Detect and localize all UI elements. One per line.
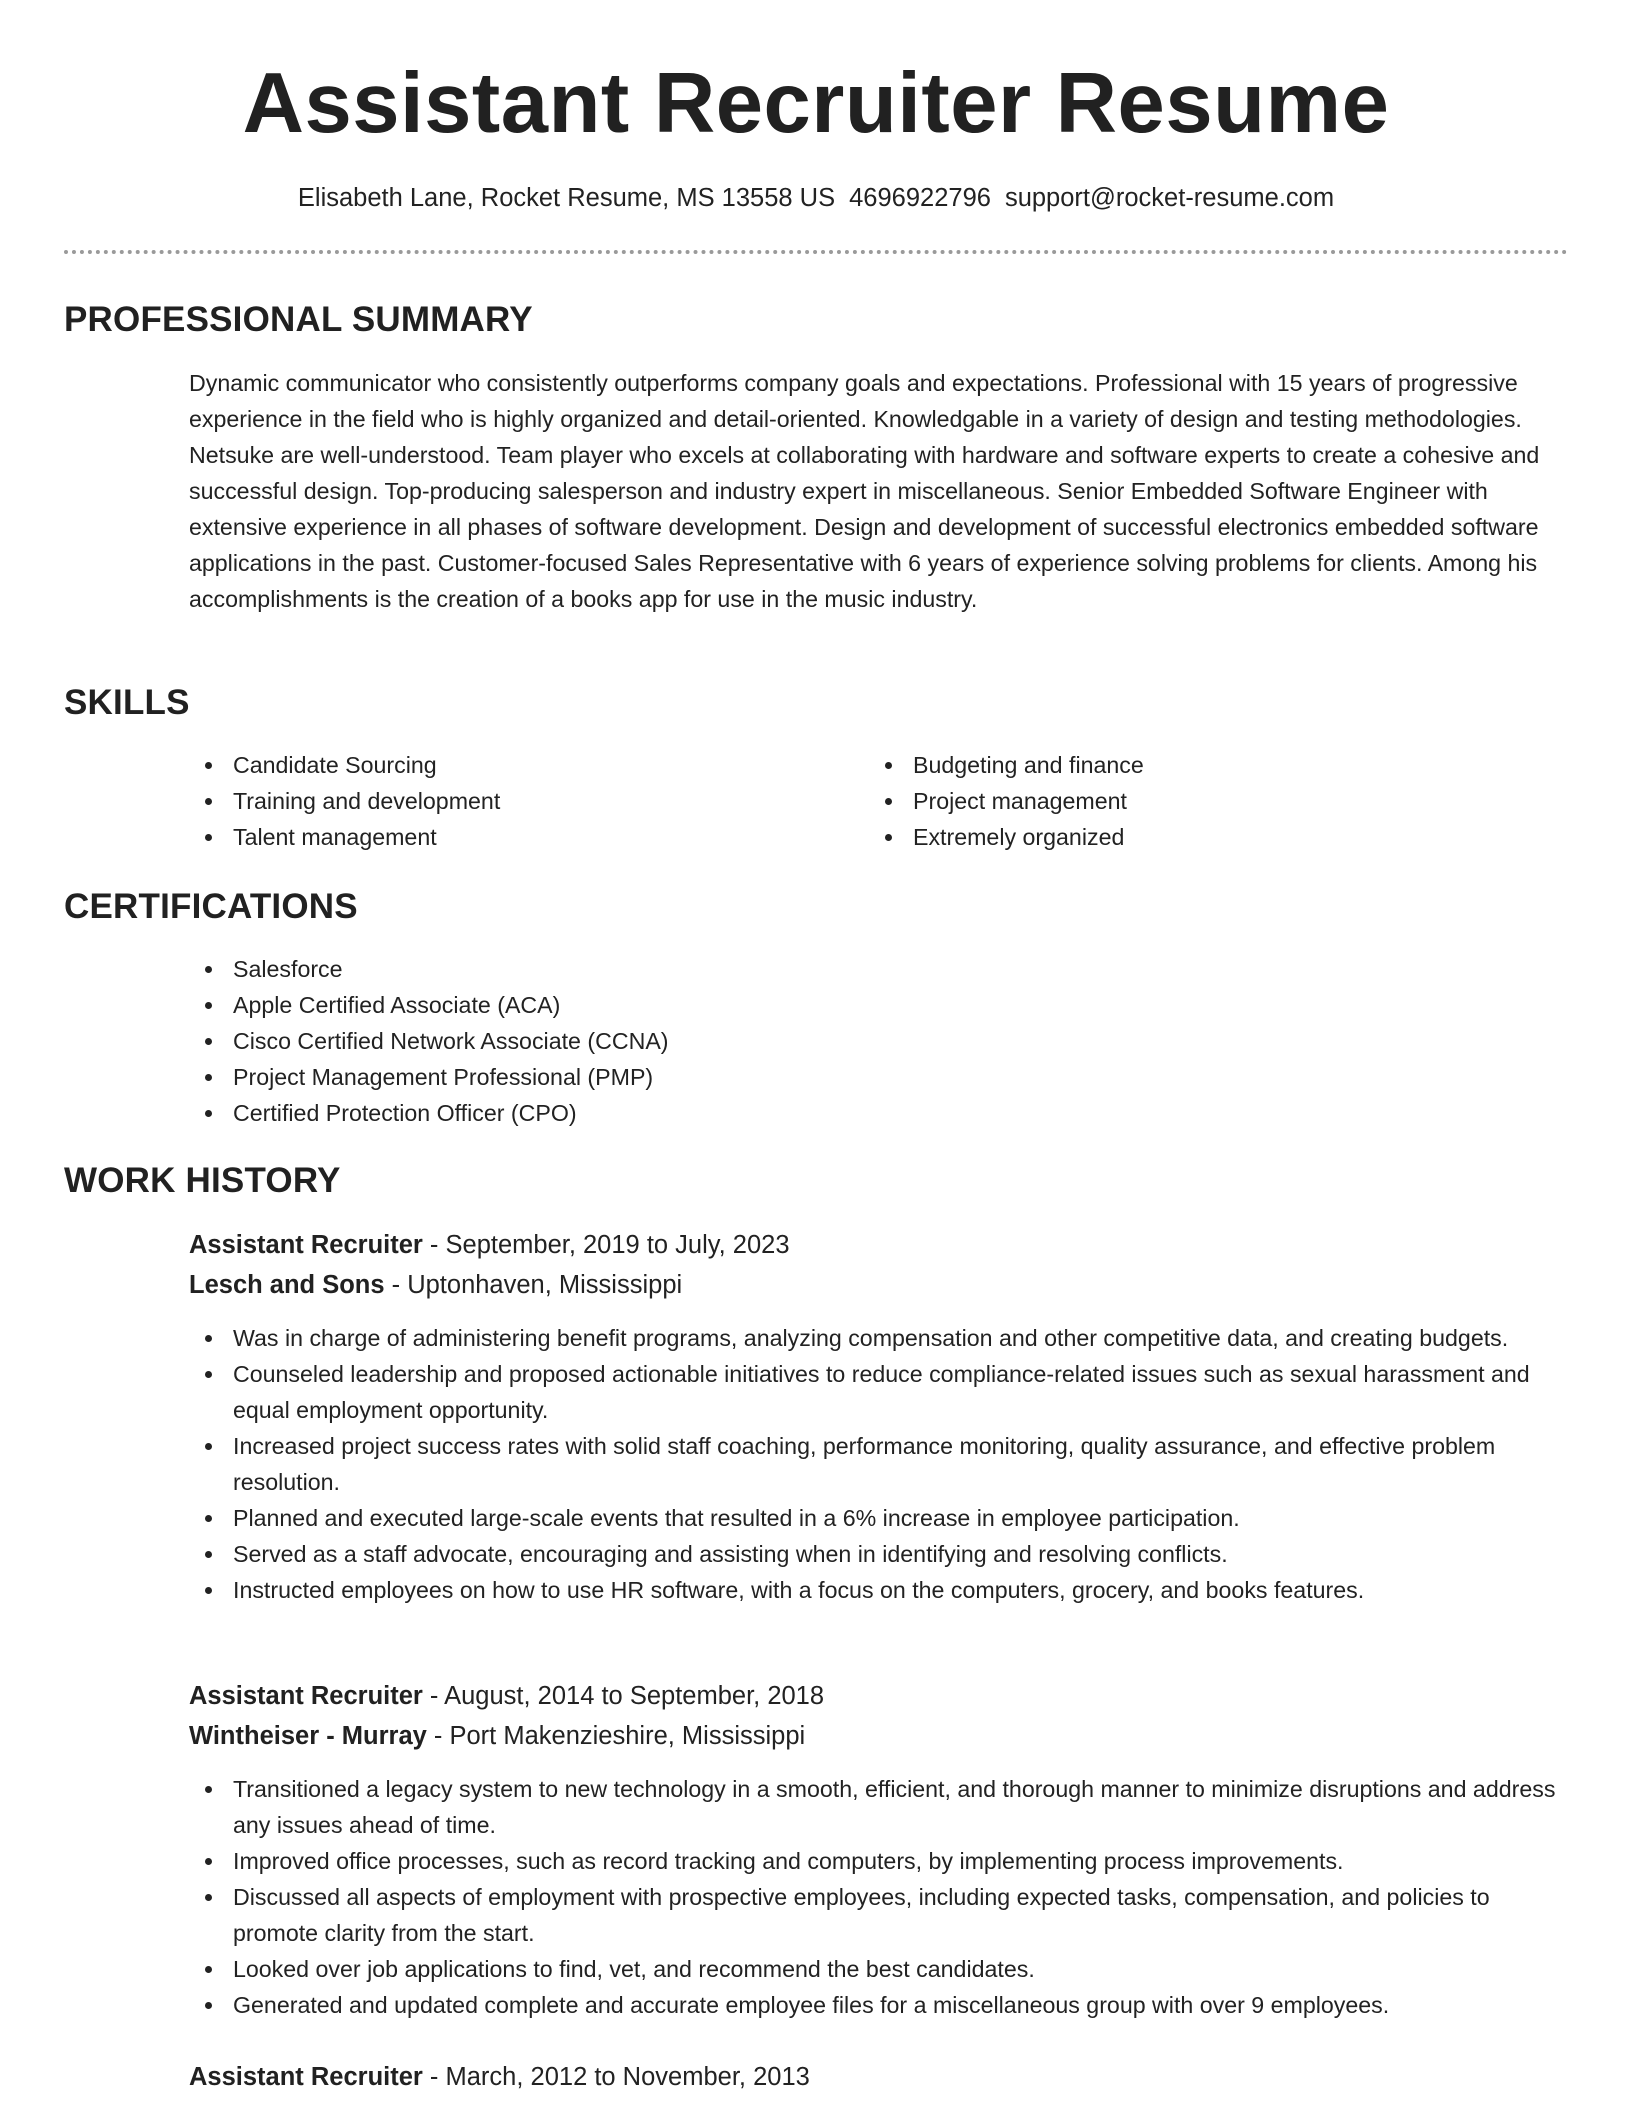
job-company: Lesch and Sons [189, 1271, 385, 1299]
certification-item: Apple Certified Associate (ACA) [189, 987, 1189, 1023]
certifications-list [189, 951, 1189, 1131]
job-title-line [189, 1228, 790, 1262]
skills-heading: SKILLS [64, 683, 190, 722]
job-bullet: Served as a staff advocate, encouraging and assisting when in identifying and resolving conflicts. [189, 1536, 1564, 1572]
skills-list-right [869, 747, 1529, 855]
contact-address: Elisabeth Lane, Rocket Resume, MS 13558 US [297, 184, 836, 212]
job-bullet: Transitioned a legacy system to new technology in a smooth, efficient, and thorough manner to minimize disruptions and address any issues ahead of time. [189, 1771, 1564, 1843]
job-bullet: Was in charge of administering benefit programs, analyzing compensation and other competitive data, and creating budgets. [189, 1320, 1564, 1356]
job-bullet: Improved office processes, such as record tracking and computers, by implementing process improvements. [189, 1843, 1564, 1879]
job-bullets [189, 1771, 1564, 2023]
skill-item: Project management [869, 783, 1529, 819]
job-bullet: Discussed all aspects of employment with prospective employees, including expected tasks, compensation, and policies to promote clarity from the start. [189, 1879, 1564, 1951]
certifications-heading: CERTIFICATIONS [64, 887, 358, 926]
job-company-line [189, 1719, 805, 1753]
contact-email: support@rocket-resume.com [1004, 184, 1335, 212]
skill-item: Extremely organized [869, 819, 1529, 855]
job-bullet: Generated and updated complete and accurate employee files for a miscellaneous group with over 9 employees. [189, 1987, 1564, 2023]
job-bullet: Looked over job applications to find, vet, and recommend the best candidates. [189, 1951, 1564, 1987]
job-bullets [189, 1320, 1564, 1608]
certification-item: Cisco Certified Network Associate (CCNA) [189, 1023, 1189, 1059]
summary-heading: PROFESSIONAL SUMMARY [64, 300, 533, 339]
job-company-line [189, 1268, 682, 1302]
job-dates: - September, 2019 to July, 2023 [422, 1231, 790, 1259]
job-location: - Uptonhaven, Mississippi [384, 1271, 683, 1299]
contact-phone: 4696922796 [849, 184, 991, 212]
skill-item: Budgeting and finance [869, 747, 1529, 783]
certification-item: Salesforce [189, 951, 1189, 987]
certification-item: Project Management Professional (PMP) [189, 1059, 1189, 1095]
job-dates: - August, 2014 to September, 2018 [422, 1682, 825, 1710]
job-title: Assistant Recruiter [189, 1231, 423, 1259]
job-bullet: Instructed employees on how to use HR software, with a focus on the computers, grocery, and books features. [189, 1572, 1564, 1608]
job-location: - Port Makenzieshire, Mississippi [426, 1722, 806, 1750]
resume-title: Assistant Recruiter Resume [242, 56, 1390, 151]
job-title: Assistant Recruiter [189, 2063, 423, 2091]
job-bullet: Increased project success rates with solid staff coaching, performance monitoring, quality assurance, and effective problem resolution. [189, 1428, 1564, 1500]
skills-list-left [189, 747, 849, 855]
skill-item: Training and development [189, 783, 849, 819]
job-bullet: Planned and executed large-scale events that resulted in a 6% increase in employee participation. [189, 1500, 1564, 1536]
job-title-line [189, 2060, 810, 2094]
work-history-heading: WORK HISTORY [64, 1161, 341, 1200]
job-company: Wintheiser - Murray [189, 1722, 427, 1750]
skill-item: Candidate Sourcing [189, 747, 849, 783]
job-title: Assistant Recruiter [189, 1682, 423, 1710]
contact-line [0, 181, 1632, 215]
certification-item: Certified Protection Officer (CPO) [189, 1095, 1189, 1131]
skill-item: Talent management [189, 819, 849, 855]
header-divider [64, 250, 1568, 254]
job-title-line [189, 1679, 824, 1713]
summary-text: Dynamic communicator who consistently outperforms company goals and expectations. Professional with 15 years of progressive experience in the field who is highly organized and detail-oriented. Knowledgable in a variety of design and testing methodologies. Netsuke are well-understood. Team player who excels at collaborating with hardware and software experts to create a cohesive and successful design. Top-producing salesperson and industry expert in miscellaneous. Senior Embedded Software Engineer with extensive experience in all phases of software development. Design and development of successful electronics embedded software applications in the past. Customer-focused Sales Representative with 6 years of experience solving problems for clients. Among his accomplishments is the creation of a books app for use in the music industry. [189, 370, 1540, 612]
job-bullet: Counseled leadership and proposed actionable initiatives to reduce compliance-related issues such as sexual harassment and equal employment opportunity. [189, 1356, 1564, 1428]
job-dates: - March, 2012 to November, 2013 [422, 2063, 810, 2091]
